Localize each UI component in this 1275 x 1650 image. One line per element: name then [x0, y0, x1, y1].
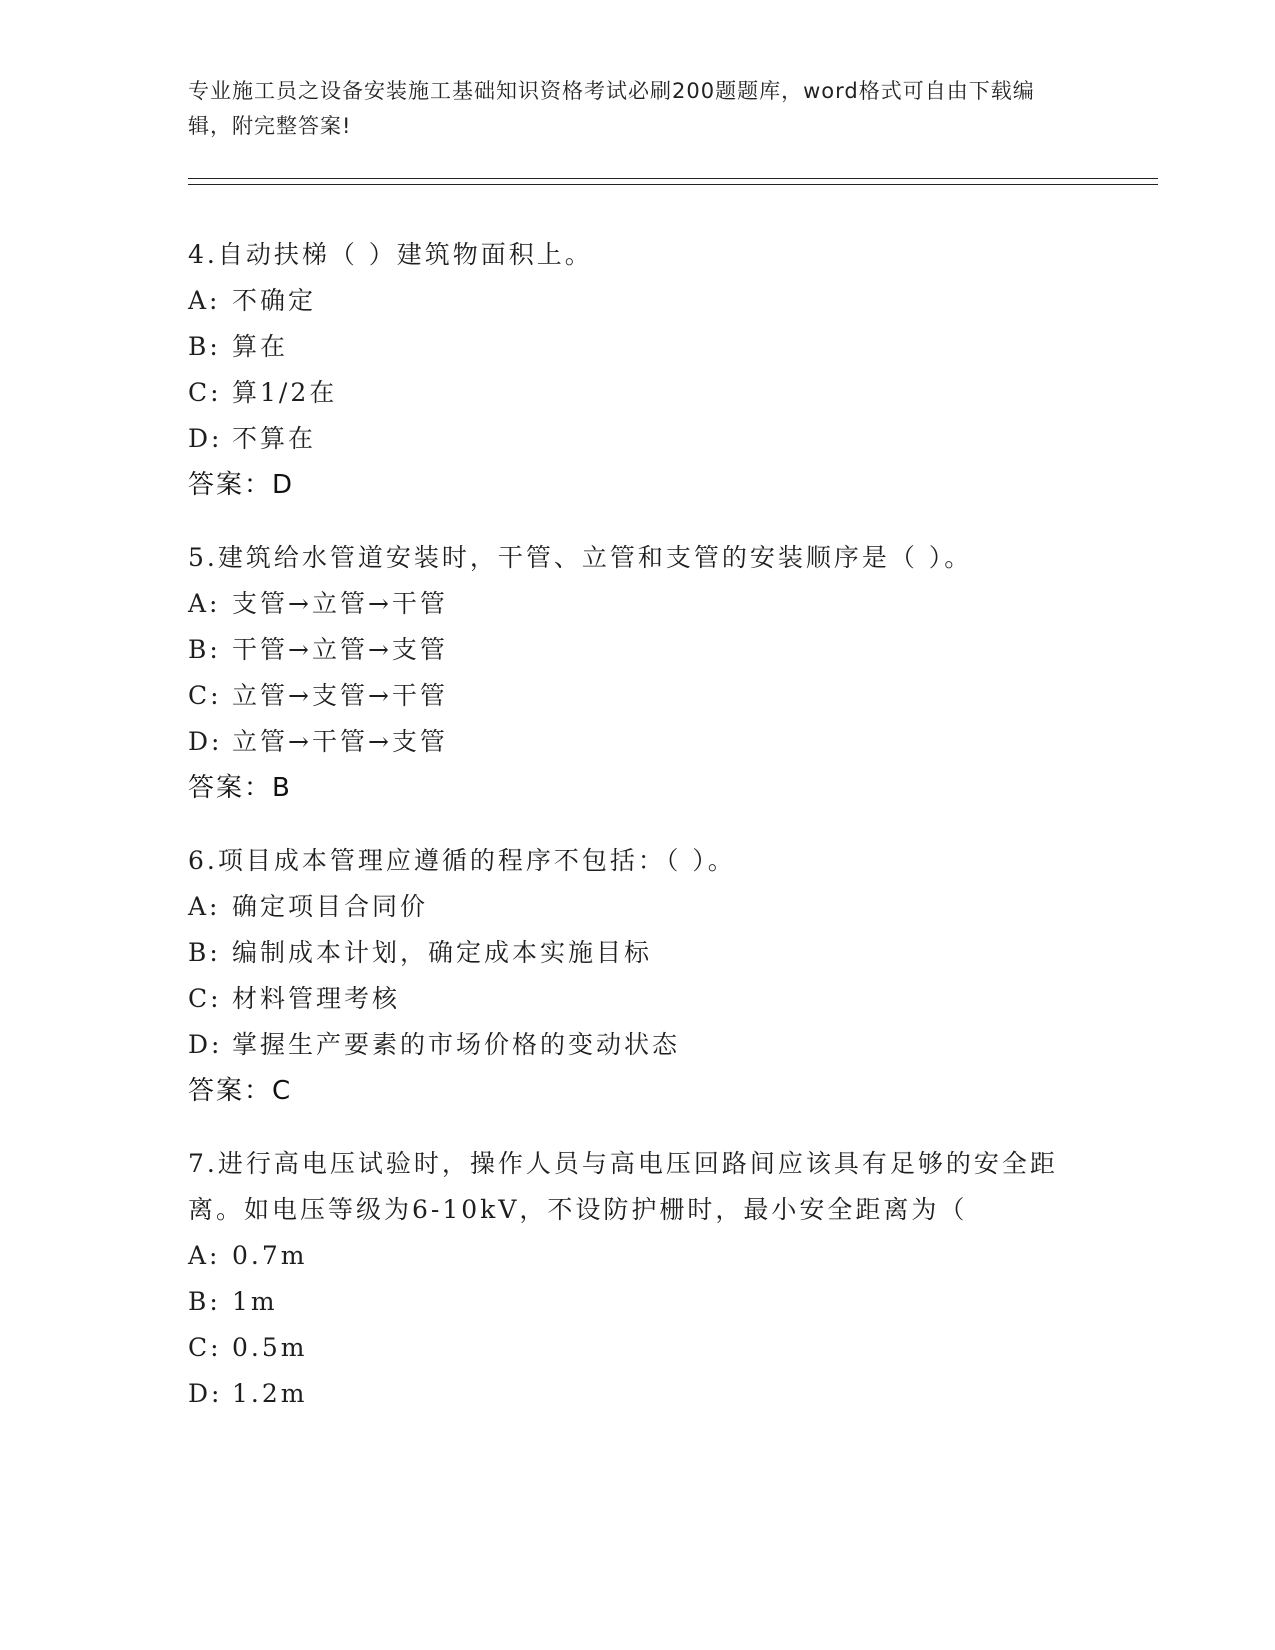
- question-6: [188, 838, 1108, 1114]
- option-a: [188, 1233, 1108, 1279]
- option-c: [188, 370, 1108, 416]
- option-b: [188, 930, 1108, 976]
- option-key: C:: [188, 984, 222, 1013]
- option-a: [188, 278, 1108, 324]
- option-key: B:: [188, 1287, 221, 1316]
- question-stem: 7.进行高电压试验时，操作人员与高电压回路间应该具有足够的安全距离。如电压等级为6-10kV，不设防护栅时，最小安全距离为（: [188, 1149, 1058, 1224]
- option-b: [188, 324, 1108, 370]
- answer: 答案：D: [188, 470, 295, 500]
- option-key: D:: [188, 424, 223, 453]
- option-key: A:: [188, 1241, 221, 1270]
- option-text: 0.7m: [232, 1241, 308, 1270]
- option-text: 算1/2在: [232, 378, 338, 407]
- option-text: 掌握生产要素的市场价格的变动状态: [232, 1030, 681, 1059]
- option-d: [188, 1022, 1108, 1068]
- option-key: A:: [188, 892, 221, 921]
- option-text: 干管→立管→支管: [232, 635, 448, 664]
- option-key: C:: [188, 378, 222, 407]
- option-key: D:: [188, 727, 223, 756]
- option-text: 编制成本计划，确定成本实施目标: [232, 938, 653, 967]
- option-text: 支管→立管→干管: [232, 589, 448, 618]
- option-c: [188, 976, 1108, 1022]
- option-key: D:: [188, 1379, 223, 1408]
- option-text: 立管→支管→干管: [232, 681, 448, 710]
- question-4: [188, 232, 1108, 508]
- option-text: 不确定: [232, 286, 317, 315]
- header-rule-bottom: [188, 184, 1158, 185]
- option-text: 立管→干管→支管: [232, 727, 448, 756]
- option-a: [188, 884, 1108, 930]
- option-text: 不算在: [232, 424, 317, 453]
- option-text: 1.2m: [232, 1379, 308, 1408]
- option-d: [188, 1371, 1108, 1417]
- option-key: C:: [188, 1333, 222, 1362]
- document-header: 专业施工员之设备安装施工基础知识资格考试必刷200题题库，word格式可自由下载编辑，附完整答案!: [188, 79, 1035, 138]
- option-key: A:: [188, 286, 221, 315]
- option-text: 确定项目合同价: [232, 892, 429, 921]
- option-d: [188, 719, 1108, 765]
- question-stem: 5.建筑给水管道安装时，干管、立管和支管的安装顺序是（ ）。: [188, 543, 973, 572]
- question-stem: 4.自动扶梯（ ）建筑物面积上。: [188, 240, 593, 269]
- header-rule-top: [188, 178, 1158, 179]
- option-text: 1m: [232, 1287, 278, 1316]
- question-stem: 6.项目成本管理应遵循的程序不包括：（ ）。: [188, 846, 736, 875]
- question-list: [188, 232, 1108, 1444]
- option-text: 0.5m: [232, 1333, 308, 1362]
- option-key: A:: [188, 589, 221, 618]
- answer: 答案：B: [188, 773, 292, 803]
- option-text: 材料管理考核: [232, 984, 401, 1013]
- option-c: [188, 1325, 1108, 1371]
- option-key: C:: [188, 681, 222, 710]
- option-key: B:: [188, 938, 221, 967]
- option-a: [188, 581, 1108, 627]
- option-c: [188, 673, 1108, 719]
- option-key: B:: [188, 635, 221, 664]
- option-text: 算在: [232, 332, 289, 361]
- question-7: [188, 1141, 1108, 1417]
- option-key: D:: [188, 1030, 223, 1059]
- option-b: [188, 1279, 1108, 1325]
- option-d: [188, 416, 1108, 462]
- question-5: [188, 535, 1108, 811]
- option-b: [188, 627, 1108, 673]
- option-key: B:: [188, 332, 221, 361]
- answer: 答案：C: [188, 1076, 293, 1106]
